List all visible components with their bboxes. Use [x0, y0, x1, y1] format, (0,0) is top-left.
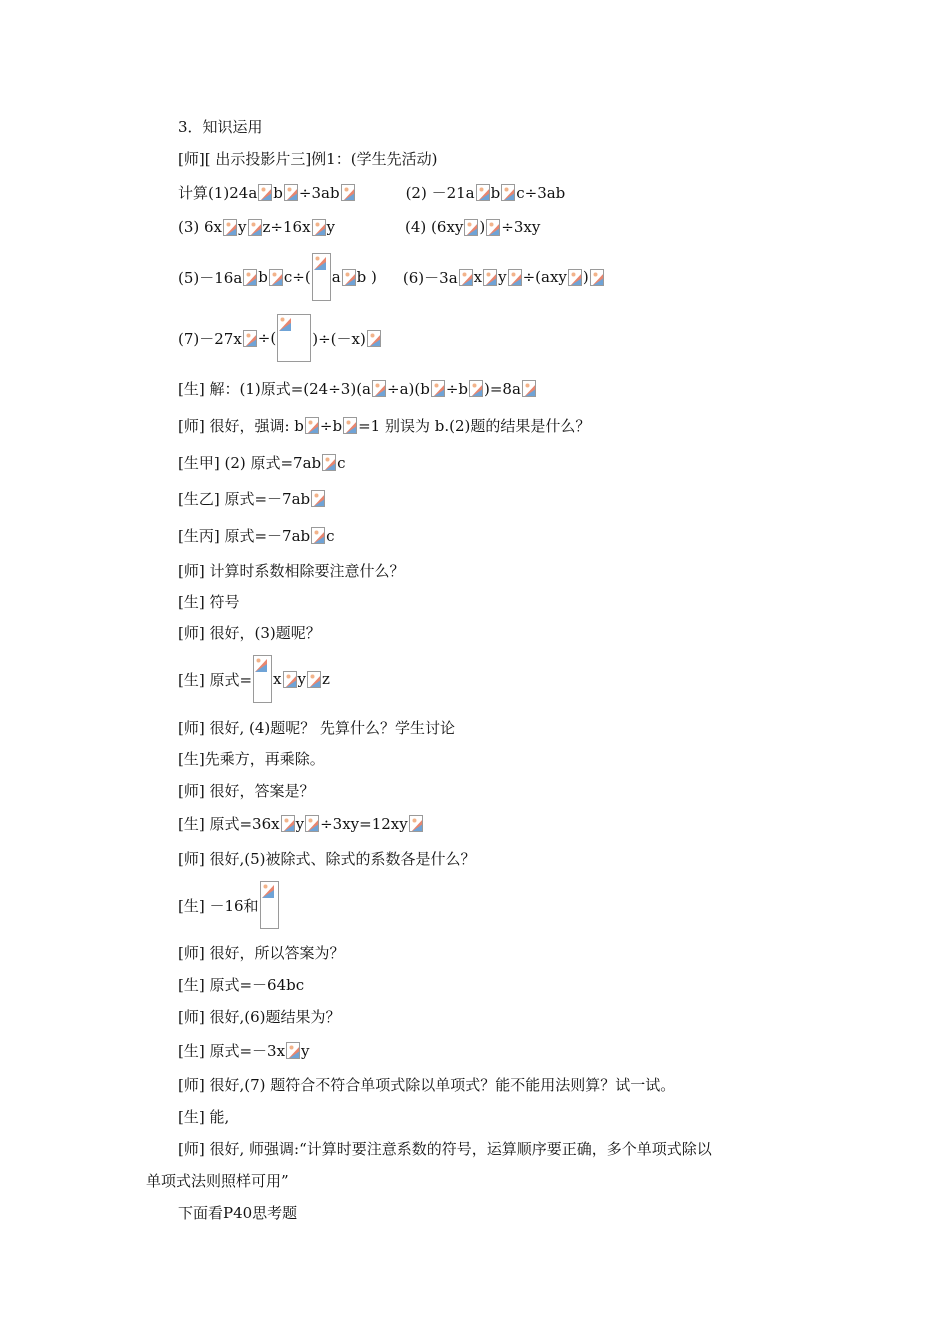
text-fragment: [师] 很好, 师强调:“计算时要注意系数的符号，运算顺序要正确，多个单项式除以 — [178, 1140, 712, 1158]
text-fragment: y — [297, 670, 306, 688]
broken-image-icon — [281, 815, 295, 832]
broken-image-icon — [283, 671, 297, 688]
dialogue-line — [178, 1040, 310, 1061]
dialogue-line — [178, 1106, 229, 1127]
text-fragment: c — [326, 526, 335, 545]
broken-image-icon — [372, 380, 386, 397]
dialogue-line — [178, 1074, 675, 1095]
text-fragment: [师] 很好，强调: b — [178, 417, 304, 435]
dialogue-line — [178, 717, 455, 738]
text-fragment: ÷3xy — [501, 218, 541, 236]
text-fragment: (7)－27x — [178, 329, 242, 348]
dialogue-line — [178, 560, 404, 581]
dialogue-line — [178, 1006, 341, 1027]
broken-image-icon — [322, 454, 336, 471]
dialogue-line — [178, 378, 537, 399]
dialogue-line — [178, 488, 326, 509]
text-fragment: y — [238, 218, 247, 236]
text-fragment: y — [301, 1041, 310, 1060]
text-fragment: ÷3ab — [298, 183, 340, 202]
text-fragment: (4) (6xy — [405, 218, 464, 236]
text-fragment: ÷( — [257, 329, 277, 347]
text-fragment: ÷b — [319, 416, 343, 435]
broken-image-icon — [311, 490, 325, 507]
dialogue-line-continued — [146, 1170, 289, 1191]
text-fragment: [师][ 出示投影片三]例1：(学生先活动) — [178, 150, 438, 168]
broken-image-icon — [305, 417, 319, 434]
text-fragment: )÷(－x) — [312, 329, 366, 348]
text-fragment: 下面看P40思考题 — [178, 1204, 298, 1222]
broken-image-icon — [409, 815, 423, 832]
broken-image-icon — [312, 219, 326, 236]
broken-image-icon — [486, 219, 500, 236]
broken-image-icon — [312, 253, 331, 301]
problem-line-7 — [178, 313, 382, 363]
dialogue-line — [178, 780, 314, 801]
problem-line-5-6 — [178, 252, 605, 302]
broken-image-icon — [590, 269, 604, 286]
broken-image-icon — [483, 269, 497, 286]
dialogue-line — [178, 654, 330, 704]
text-fragment: (3) 6x — [178, 218, 223, 236]
broken-image-icon — [431, 380, 445, 397]
text-fragment: y — [295, 814, 305, 833]
text-fragment: x — [273, 670, 282, 688]
dialogue-line — [178, 622, 321, 643]
text-fragment: c÷( — [283, 268, 311, 286]
text-fragment: [师] 很好，所以答案为？ — [178, 944, 345, 962]
dialogue-line — [178, 880, 280, 930]
text-fragment: [师] 很好,(7) 题符合不符合单项式除以单项式？能不能用法则算？试一试。 — [178, 1076, 676, 1094]
text-fragment: =1 别误为 b.(2)题的结果是什么？ — [358, 417, 591, 435]
text-fragment: y — [498, 268, 507, 286]
broken-image-icon — [476, 184, 490, 201]
text-fragment: )=8a — [484, 379, 521, 398]
broken-image-icon — [305, 815, 319, 832]
text-fragment: [生] 原式=－64bc — [178, 976, 305, 994]
dialogue-line — [178, 525, 335, 546]
broken-image-icon — [343, 417, 357, 434]
broken-image-icon — [522, 380, 536, 397]
text-fragment: ÷3xy=12xy — [320, 814, 408, 833]
dialogue-line — [178, 591, 239, 612]
text-fragment: ) — [582, 268, 589, 286]
broken-image-icon — [286, 1042, 300, 1059]
text-fragment: a — [331, 268, 341, 286]
text-fragment: [生乙] 原式=－7ab — [178, 490, 311, 508]
broken-image-icon — [258, 184, 272, 201]
text-fragment: [生] 原式=36x — [178, 815, 280, 833]
broken-image-icon — [269, 269, 283, 286]
dialogue-line — [178, 813, 424, 834]
dialogue-line — [178, 748, 325, 769]
text-fragment: [生甲] (2) 原式=7ab — [178, 454, 322, 472]
text-fragment: c — [337, 453, 346, 472]
text-fragment: [生] 能, — [178, 1108, 230, 1126]
broken-image-icon — [277, 314, 311, 362]
text-fragment: (2) －21a — [405, 184, 475, 202]
text-fragment: [生] 原式=－3x — [178, 1042, 286, 1060]
text-fragment: [师] 很好，答案是？ — [178, 782, 315, 800]
text-fragment: [生] 符号 — [178, 593, 240, 611]
text-fragment: [生]先乘方，再乘除。 — [178, 750, 325, 768]
text-fragment: 单项式法则照样可用” — [146, 1172, 289, 1190]
broken-image-icon — [459, 269, 473, 286]
broken-image-icon — [469, 380, 483, 397]
problem-line-3-4 — [178, 218, 540, 236]
text-fragment: [师] 很好,(5)被除式、除式的系数各是什么？ — [178, 850, 476, 868]
text-fragment: b — [490, 183, 501, 202]
text-fragment: ÷b — [445, 379, 468, 398]
broken-image-icon — [464, 219, 478, 236]
dialogue-line — [178, 452, 346, 473]
text-fragment: [生] 原式= — [178, 670, 253, 689]
broken-image-icon — [501, 184, 515, 201]
dialogue-line — [178, 848, 476, 869]
text-fragment: ) — [479, 218, 486, 236]
text-fragment: [师] 很好，(3)题呢？ — [178, 624, 321, 642]
broken-image-icon — [253, 655, 272, 703]
text-fragment: [生] 解：(1)原式=(24÷3)(a — [178, 380, 371, 398]
broken-image-icon — [341, 184, 355, 201]
text-fragment: (5)－16a — [178, 268, 243, 287]
text-fragment: b ) — [356, 268, 377, 286]
broken-image-icon — [260, 881, 279, 929]
dialogue-line — [178, 942, 344, 963]
broken-image-icon — [367, 330, 381, 347]
dialogue-line — [178, 974, 304, 995]
broken-image-icon — [568, 269, 582, 286]
broken-image-icon — [311, 527, 325, 544]
text-fragment: 计算(1)24a — [178, 184, 258, 202]
problem-line-1-2 — [178, 182, 565, 203]
text-fragment: 3．知识运用 — [178, 118, 263, 136]
text-fragment: [师] 很好, (4)题呢？ 先算什么？学生讨论 — [178, 719, 456, 737]
broken-image-icon — [248, 219, 262, 236]
text-fragment: [生丙] 原式=－7ab — [178, 527, 311, 545]
dialogue-line — [178, 148, 437, 169]
text-fragment: [师] 很好,(6)题结果为？ — [178, 1008, 341, 1026]
text-fragment: ÷a)(b — [387, 379, 430, 398]
broken-image-icon — [307, 671, 321, 688]
text-fragment: z÷16x — [262, 218, 311, 236]
text-fragment: [师] 计算时系数相除要注意什么？ — [178, 562, 405, 580]
text-fragment: b — [273, 183, 283, 202]
closing-line — [178, 1202, 297, 1223]
dialogue-line — [178, 415, 590, 436]
text-fragment: [生] －16和 — [178, 896, 259, 915]
text-fragment: z — [322, 670, 330, 688]
broken-image-icon — [508, 269, 522, 286]
broken-image-icon — [243, 330, 257, 347]
broken-image-icon — [284, 184, 298, 201]
broken-image-icon — [223, 219, 237, 236]
text-fragment: b — [258, 268, 268, 286]
text-fragment: ÷(axy — [522, 268, 567, 286]
section-heading — [178, 116, 263, 137]
text-fragment: x — [473, 268, 483, 286]
text-fragment: (6)－3a — [402, 268, 458, 287]
broken-image-icon — [342, 269, 356, 286]
text-fragment: c÷3ab — [516, 183, 566, 202]
dialogue-line — [178, 1138, 712, 1159]
broken-image-icon — [243, 269, 257, 286]
text-fragment: y — [326, 218, 336, 236]
